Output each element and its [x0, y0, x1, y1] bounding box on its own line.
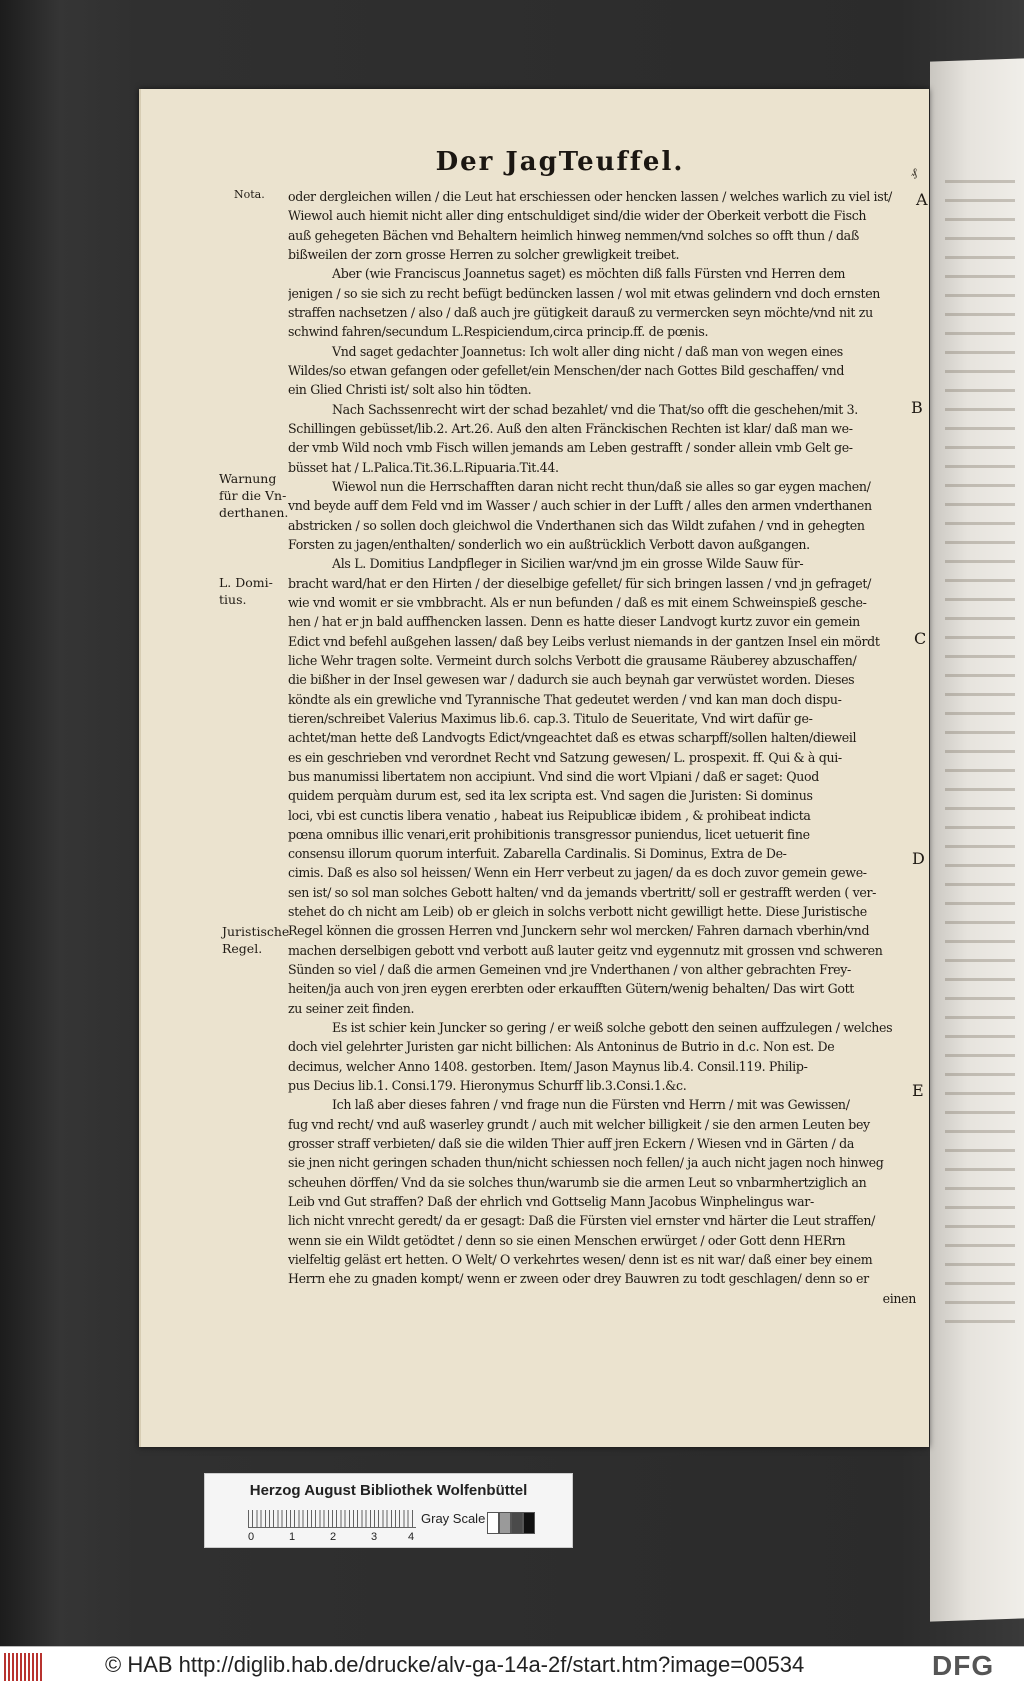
text-line: einen [882, 1290, 916, 1306]
margin-note-domitius [219, 574, 273, 608]
text-line: Schillingen gebüsset/lib.2. Art.26. Auß den alten Fränckischen Rechten ist klar/ daß man we- [288, 420, 853, 436]
text-line: tieren/schreibet Valerius Maximus lib.6. cap.3. Titulo de Seueritate, Vnd wirt dafür ge- [288, 710, 813, 726]
text-line: wie vnd womit er sie vmbbracht. Als er nun befunden / daß es mit einem Schweinspieß gesche- [288, 594, 867, 610]
dfg-logo: DFG [932, 1650, 995, 1681]
margin-line: tius. [219, 592, 247, 607]
margin-note-warnung [219, 470, 288, 521]
section-letter-b: B [911, 398, 923, 417]
document-page [139, 89, 929, 1447]
text-line: quidem perquàm durum est, sed ita lex scripta est. Vnd sagen die Juristen: Si dominus [288, 788, 813, 804]
text-line: wenn sie ein Wildt getödtet / denn so sie einen Menschen erwürget / oder Gott denn HERrn [288, 1232, 846, 1248]
text-line: es ein geschrieben vnd verordnet Recht vnd Satzung gewesen/ L. prospexit. ff. Qui & à qui- [288, 749, 842, 765]
ruler-number: 4 [408, 1531, 415, 1543]
text-line: Wiewol auch hiemit nicht aller ding entschuldiget sind/die wider der Oberkeit verbott die Fisch [288, 208, 867, 224]
margin-line: für die Vn- [219, 488, 287, 503]
text-line: Als L. Domitius Landpfleger in Sicilien war/vnd jm ein grosse Wilde Sauw für- [332, 556, 804, 572]
text-line: achtet/man hette deß Landvogts Edict/vngeachtet daß es etwas scharpff/sollen halten/dieweil [288, 730, 857, 746]
margin-line: Regel. [222, 941, 263, 956]
text-line: doch viel gelehrter Juristen gar nicht billichen: Als Antoninus de Butrio in d.c. Non est. De [288, 1039, 835, 1055]
running-head: Der JagTeuffel. [435, 147, 685, 177]
catch-mark: ₰ [911, 165, 917, 179]
margin-line: Juristische [222, 924, 290, 939]
text-line: bus manumissi libertatem non accipiunt. Vnd sind die wort Vlpiani / daß er saget: Quod [288, 768, 819, 784]
text-line: Herrn ehe zu gnaden kompt/ wenn er zween oder drey Bauwren zu todt geschlagen/ denn so er [288, 1271, 869, 1287]
footer-url[interactable]: © HAB http://diglib.hab.de/drucke/alv-ga-14a-2f/start.htm?image=00534 [105, 1652, 805, 1677]
text-line: Wildes/so etwan gefangen oder gefellet/ein Menschen/der nach Gottes Bild geschaffen/ vnd [288, 362, 845, 378]
text-line: oder dergleichen willen / die Leut hat erschiessen oder hencken lassen / welches warlich zu viel ist/ [288, 189, 892, 204]
text-line: hen / hat er jn bald auffhencken lassen. Denn es hatte dieser Landvogt kurtz zuvor ein gemein [288, 614, 860, 630]
text-line: consensu illorum quorum interfuit. Zabarella Cardinalis. Si Dominus, Extra de De- [288, 846, 787, 862]
ruler-number: 3 [371, 1531, 378, 1543]
section-letter-c: C [914, 629, 927, 648]
text-line: Edict vnd befehl außgehen lassen/ daß bey Leibs verlust niemands in der gantzen Insel ein mördt [288, 633, 880, 649]
gray-swatch [499, 1512, 511, 1534]
text-line: vnd beyde auff dem Feld vnd im Wasser / auch schier in der Lufft / alles den armen vnderthanen [288, 498, 872, 514]
text-line: Aber (wie Franciscus Joannetus saget) es möchten diß falls Fürsten vnd Herren dem [332, 266, 846, 282]
text-line: Leib vnd Gut straffen? Daß der ehrlich vnd Gottselig Mann Jacobus Winphelingus war- [288, 1194, 814, 1210]
text-line: büsset hat / L.Palica.Tit.36.L.Ripuaria.Tit.44. [288, 459, 559, 475]
text-line: scheuhen dörffen/ Vnd da sie solches thun/warumb sie die armen Leut so vnbarmhertziglich an [288, 1174, 867, 1190]
ruler-number: 1 [289, 1531, 296, 1543]
text-line: straffen nachsetzen / also / daß auch jre gütigkeit darauß zu vermercken seyn möchte/vnd nit zu [288, 304, 873, 320]
text-line: loci, vbi est cunctis libera venatio , habeat ius Reipublicæ ibidem , & prohibeat indicta [288, 807, 811, 823]
text-line: Nach Sachssenrecht wirt der schad bezahlet/ vnd die That/so offt die geschehen/mit 3. [332, 401, 858, 417]
text-line: abstricken / so sollen doch gleichwol die Vnderthanen sich das Wildt zufahen / vnd in gehegten [288, 517, 865, 533]
gray-swatch [523, 1512, 535, 1534]
body-text [288, 187, 916, 1308]
margin-line: L. Domi- [219, 575, 273, 590]
ruler-number: 0 [248, 1531, 255, 1543]
text-line: sie jnen nicht geringen schaden thun/nicht schiessen noch fellen/ ja auch nicht jagen noch hinweg [288, 1155, 884, 1171]
text-line: Ich laß aber dieses fahren / vnd frage nun die Fürsten vnd Herrn / mit was Gewissen/ [332, 1097, 850, 1113]
text-line: köndte als ein grewliche vnd Tyrannische That gedeutet werden / vnd kan man doch dispu- [288, 691, 842, 707]
text-line: ein Glied Christi ist/ solt also hin tödten. [288, 382, 532, 398]
text-line: Regel können die grossen Herren vnd Junckern sehr wol mercken/ Fahren darnach vberhin/vnd [288, 923, 870, 939]
library-name: Herzog August Bibliothek Wolfenbüttel [249, 1482, 528, 1499]
text-line: Es ist schier kein Juncker so gering / er weiß solche gebott den seinen auffzulegen / welches [332, 1020, 893, 1036]
gray-swatch [487, 1512, 499, 1534]
gray-swatches [487, 1512, 535, 1534]
text-line: zu seiner zeit finden. [288, 1000, 415, 1016]
text-line: bracht ward/hat er den Hirten / der dieselbige gefellet/ für sich bringen lassen / vnd jn gefraget/ [288, 575, 871, 591]
gray-scale-label: Gray Scale [421, 1511, 486, 1526]
margin-line: derthanen. [219, 505, 289, 520]
text-line: jenigen / so sie sich zu recht befügt bedüncken lassen / wol mit etwas gelindern vnd doch ernsten [288, 285, 881, 301]
ruler-number: 2 [330, 1531, 337, 1543]
text-line: der vmb Wild noch vmb Fisch willen jemands am Leben gestrafft / sonder allein vmb Gelt ge- [288, 440, 853, 456]
margin-note-juristische [222, 923, 289, 957]
section-letter-d: D [912, 849, 925, 868]
text-line: cimis. Daß es also sol heissen/ Wenn ein Herr verbeut zu jagen/ da es doch zuvor gemein gewe- [288, 865, 867, 881]
margin-note-nota: Nota. [234, 188, 265, 201]
text-line: pœna omnibus illic venari,erit prohibitionis transgressor puniendus, licet uetuerit fine [288, 826, 810, 842]
gray-swatch [511, 1512, 523, 1534]
text-line: sen ist/ so sol man solches Gebott halten/ vnd da jemands vbertritt/ soll er gestrafft werden ( ver- [288, 884, 877, 900]
text-line: Forsten zu jagen/enthalten/ sonderlich wo ein außtrücklich Verbott davon außgangen. [288, 536, 810, 552]
text-line: heiten/ja auch von jren eygen ererbten oder erkaufften Gütern/wenig behalten/ Das wirt Gott [288, 981, 854, 997]
text-line: machen derselbigen gebott vnd verbott auß lauter geitz vnd eygennutz mit grossen vnd schweren [288, 942, 883, 958]
ruler [248, 1510, 416, 1528]
color-scale-card [204, 1473, 573, 1548]
text-line: Sünden so viel / daß die armen Gemeinen vnd jre Vnderthanen / von alther gebrachten Frey- [288, 962, 851, 978]
section-letter-e: E [912, 1081, 924, 1100]
text-line: lich nicht vnrecht geredt/ da er gesagt: Daß die Fürsten viel ernster vnd härter die Leut straffen/ [288, 1213, 876, 1229]
text-line: bißweilen der zorn grosse Herren zu solcher grewligkeit treibet. [288, 246, 680, 262]
section-letter-a: A [916, 190, 928, 209]
text-line: stehet do ch nicht am Leib) ob er gleich in solchs verbott nicht gewilligt hette. Diese Juristische [288, 904, 867, 920]
text-line: Vnd saget gedachter Joannetus: Ich wolt aller ding nicht / daß man von wegen eines [332, 343, 843, 359]
text-line: Wiewol nun die Herrschafften daran nicht recht thun/daß sie alles so gar eygen machen/ [332, 478, 871, 494]
text-line: vielfeltig geläst ert hetten. O Welt/ O verkehrtes wesen/ denn ist es nit war/ daß einer bey einem [288, 1252, 873, 1268]
margin-line: Warnung [219, 471, 277, 486]
text-line: grosser straff verbieten/ daß sie die wilden Thier auff jren Eckern / Wiesen vnd in Gärten / da [288, 1136, 854, 1152]
footer-bar [0, 1646, 1024, 1686]
text-line: schwind fahren/secundum L.Respiciendum,circa princip.ff. de pœnis. [288, 324, 709, 340]
text-line: pus Decius lib.1. Consi.179. Hieronymus Schurff lib.3.Consi.1.&c. [288, 1078, 687, 1094]
text-line: auß gehegeten Bächen vnd Behaltern heimlich hinweg nemmen/vnd solches so offt thun / daß [288, 227, 859, 243]
facing-page-text [945, 180, 1015, 1330]
text-line: fug vnd recht/ vnd auß waserley grundt / auch mit welcher billigkeit / sie den armen Leuten bey [288, 1116, 870, 1132]
text-line: decimus, welcher Anno 1408. gestorben. Item/ Jason Maynus lib.4. Consil.119. Philip- [288, 1058, 808, 1074]
barcode-icon [4, 1653, 42, 1681]
text-line: die bißher in der Insel gewesen war / dadurch sie auch beynah gar verwüstet worden. Dieses [288, 672, 855, 688]
text-line: liche Wehr tragen solte. Vermeint durch solchs Verbott die grausame Räuberey abzuschaffen/ [288, 652, 857, 668]
